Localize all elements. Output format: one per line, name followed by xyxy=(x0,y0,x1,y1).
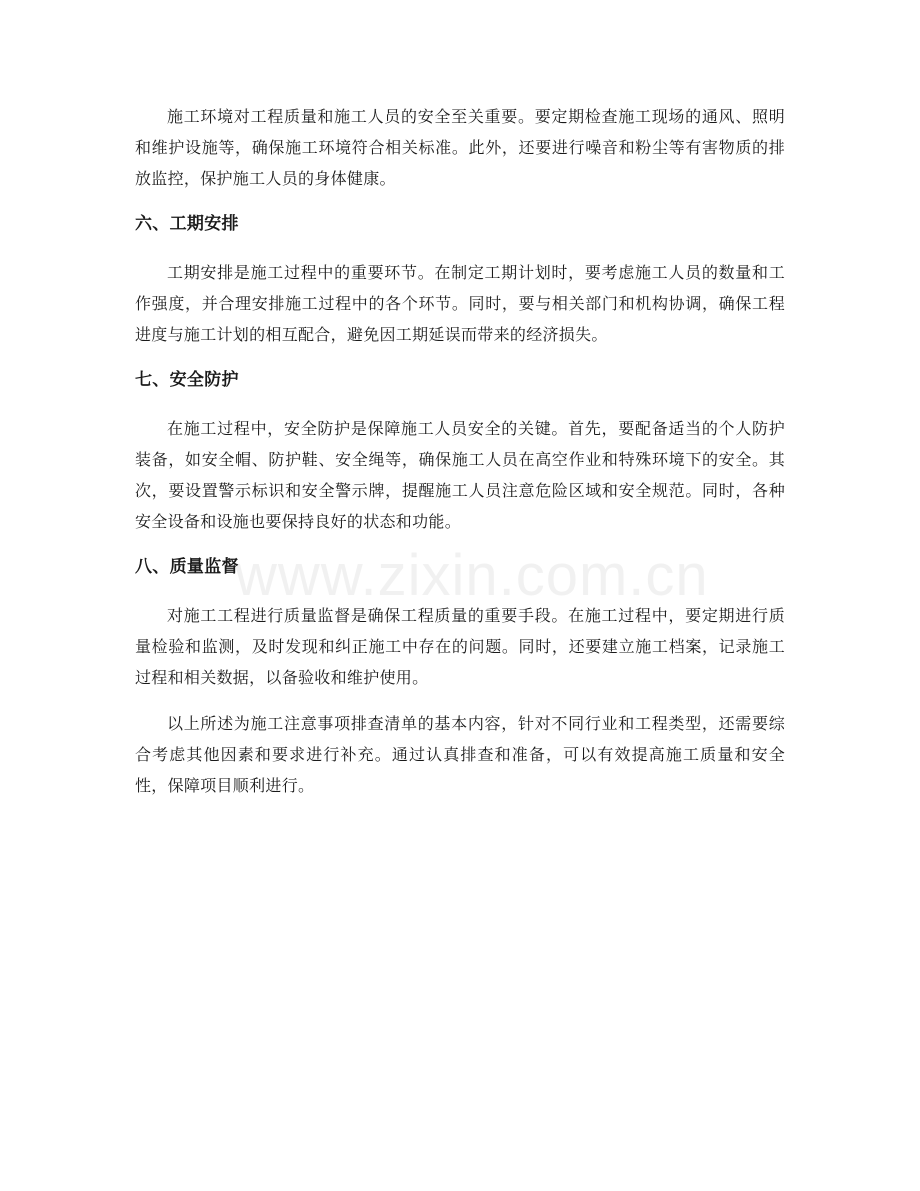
section-heading-safety: 七、安全防护 xyxy=(135,370,239,390)
document-body xyxy=(135,101,785,801)
watermark: www.zixin.com.cn xyxy=(235,543,709,608)
section-heading-schedule: 六、工期安排 xyxy=(135,214,239,234)
paragraph-environment: 施工环境对工程质量和施工人员的安全至关重要。要定期检查施工现场的通风、照明和维护设施等，确保施工环境符合相关标准。此外，还要进行噪音和粉尘等有害物质的排放监控，保护施工人员的身体健康。 xyxy=(135,107,785,188)
paragraph-summary: 以上所述为施工注意事项排查清单的基本内容，针对不同行业和工程类型，还需要综合考虑其他因素和要求进行补充。通过认真排查和准备，可以有效提高施工质量和安全性，保障项目顺利进行。 xyxy=(135,714,785,795)
paragraph-schedule: 工期安排是施工过程中的重要环节。在制定工期计划时，要考虑施工人员的数量和工作强度，并合理安排施工过程中的各个环节。同时，要与相关部门和机构协调，确保工程进度与施工计划的相互配合，避免因工期延误而带来的经济损失。 xyxy=(135,263,785,344)
paragraph-safety: 在施工过程中，安全防护是保障施工人员安全的关键。首先，要配备适当的个人防护装备，如安全帽、防护鞋、安全绳等，确保施工人员在高空作业和特殊环境下的安全。其次，要设置警示标识和安全警示牌，提醒施工人员注意危险区域和安全规范。同时，各种安全设备和设施也要保持良好的状态和功能。 xyxy=(135,419,785,531)
section-heading-quality: 八、质量监督 xyxy=(135,557,239,577)
paragraph-quality: 对施工工程进行质量监督是确保工程质量的重要手段。在施工过程中，要定期进行质量检验和监测，及时发现和纠正施工中存在的问题。同时，还要建立施工档案，记录施工过程和相关数据，以备验收和维护使用。 xyxy=(135,606,785,687)
